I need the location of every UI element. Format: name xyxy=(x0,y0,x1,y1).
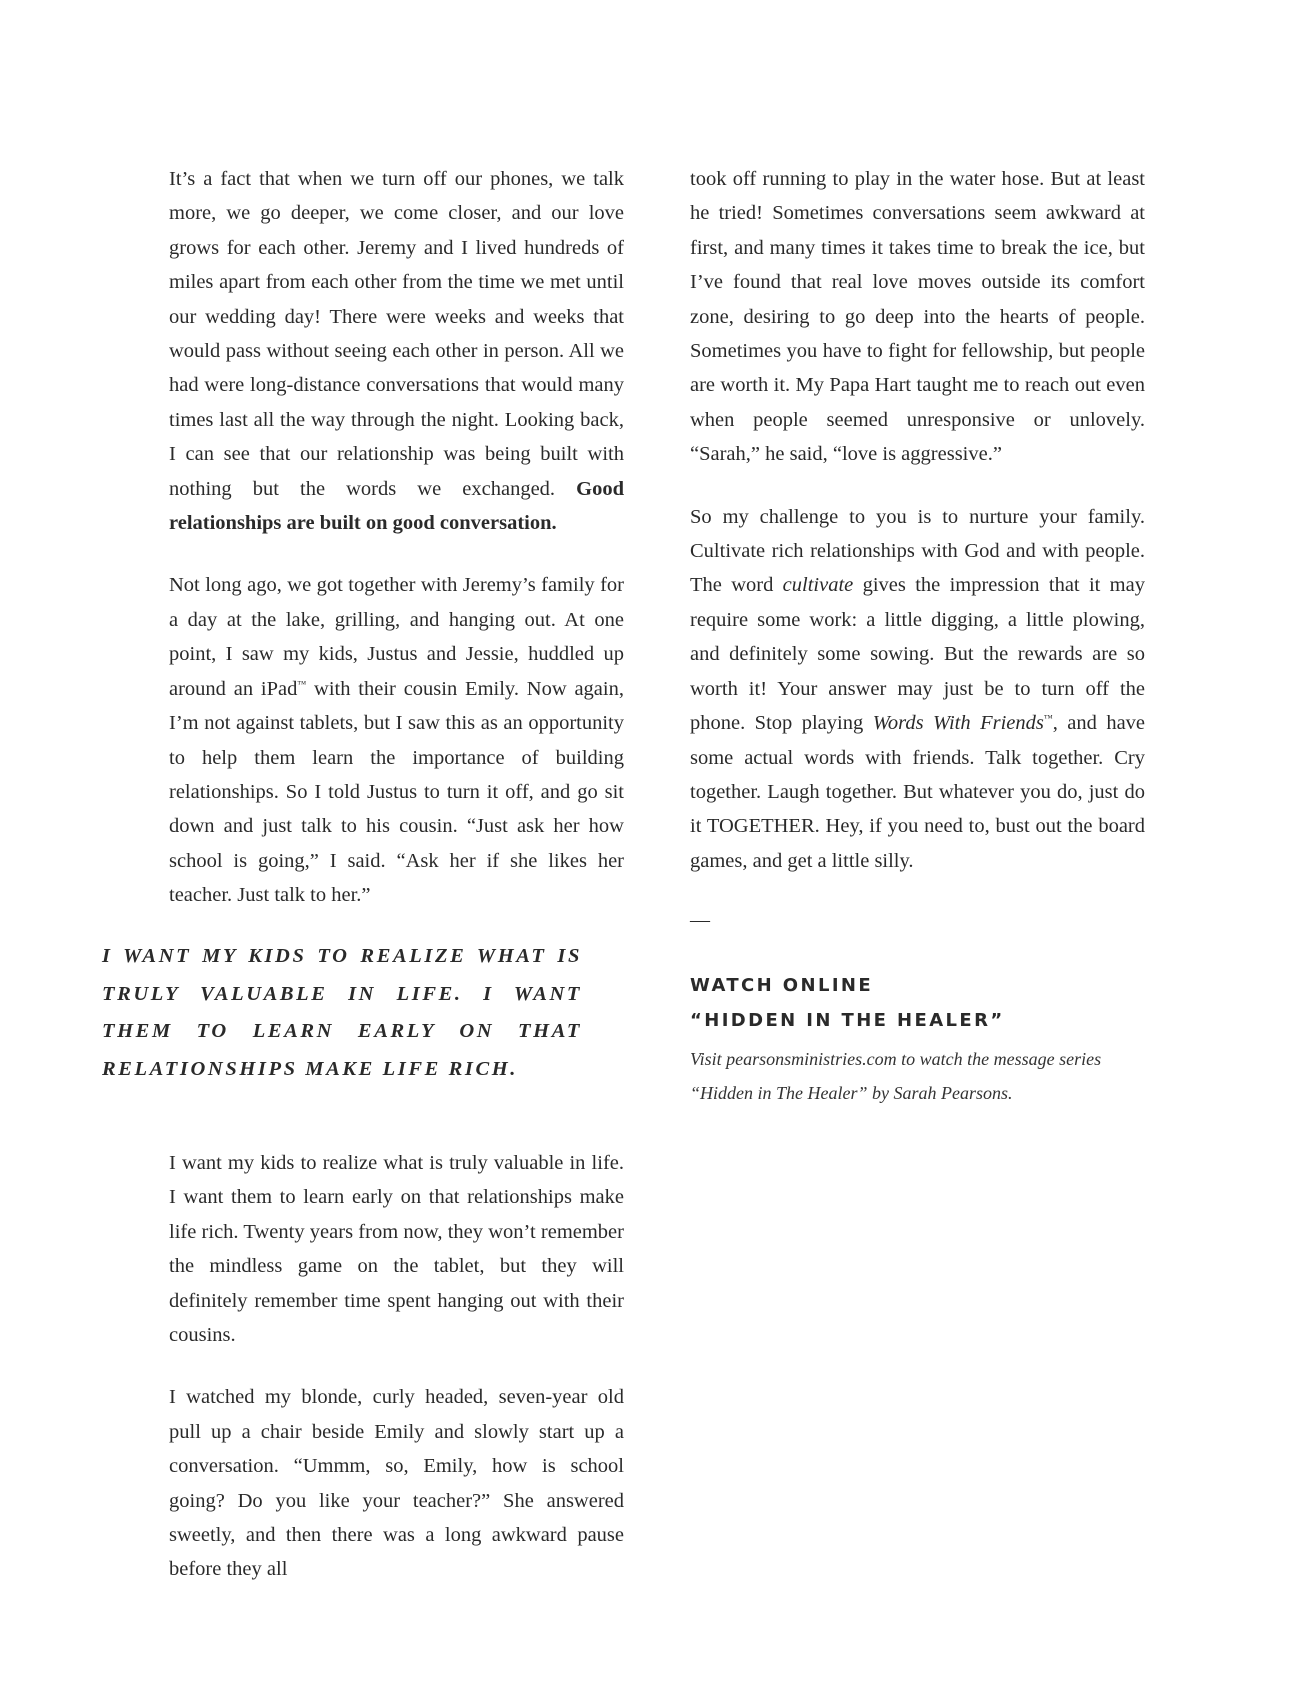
paragraph-curly-headed: I watched my blonde, curly headed, seven-year old pull up a chair beside Emily and slowly start up a conversation. “Ummm, so, Emily, how is school going? Do you like your teacher?” She answered sweetly, and then there was a long awkward pause before they all xyxy=(169,1386,624,1581)
watch-online-section xyxy=(690,968,1160,1110)
italic-emphasis: cultivate xyxy=(782,574,854,597)
paragraph-turn-off-phones xyxy=(169,162,624,540)
paragraph-text: gives the impression that it may require some work: a little digging, a little plowing, and definitely some sowing. But the rewards are so worth it! Your answer may just be to turn off the phone. Stop playing xyxy=(690,574,1145,735)
description-line: Visit pearsonsministries.com to watch the message series xyxy=(690,1049,1102,1069)
left-column xyxy=(169,162,624,941)
watch-online-heading: WATCH ONLINE xyxy=(690,975,874,996)
bold-emphasis: Good relationships are built on good conversation. xyxy=(169,477,624,535)
pull-quote: I WANT MY KIDS TO REALIZE WHAT IS TRULY VALUABLE IN LIFE. I WANT THEM TO LEARN EARLY ON THAT RELATIONSHIPS MAKE LIFE RICH. xyxy=(102,945,582,1080)
section-divider: — xyxy=(690,909,710,931)
watch-online-description xyxy=(690,1042,1160,1110)
paragraph-water-hose: took off running to play in the water hose. But at least he tried! Sometimes conversations seem awkward at first, and many times it takes time to break the ice, but I’ve found that real love moves outside its comfort zone, desiring to go deep into the hearts of people. Sometimes you have to fight for fellowship, but people are worth it. My Papa Hart taught me to reach out even when people seemed unresponsive or unlovely. “Sarah,” he said, “love is aggressive.” xyxy=(690,168,1145,466)
paragraph-challenge xyxy=(690,500,1145,878)
series-title-heading: “HIDDEN IN THE HEALER” xyxy=(690,1010,1005,1031)
left-column-lower xyxy=(169,1146,624,1615)
paragraph-truly-valuable: I want my kids to realize what is truly valuable in life. I want them to learn early on that relationships make life rich. Twenty years from now, they won’t remember the mindless game on the tablet, but they will definitely remember time spent hanging out with their cousins. xyxy=(169,1152,624,1347)
paragraph-text: It’s a fact that when we turn off our phones, we talk more, we go deeper, we come closer, and our love grows for each other. Jeremy and I lived hundreds of miles apart from each other from the time we met until our wedding day! There were weeks and weeks that would pass without seeing each other in person. All we had were long-distance conversations that would many times last all the way through the night. Looking back, I can see that our relationship was being built with nothing but the words we exchanged. xyxy=(169,168,624,500)
paragraph-text: So my challenge to you is to nurture your family. Cultivate rich relationships with God and with people. The word xyxy=(690,505,1145,597)
trademark-symbol: ™ xyxy=(1043,713,1053,724)
right-column xyxy=(690,162,1145,906)
paragraph-text: Not long ago, we got together with Jeremy’s family for a day at the lake, grilling, and hanging out. At one point, I saw my kids, Justus and Jessie, huddled up around an iPad xyxy=(169,574,624,700)
paragraph-text: with their cousin Emily. Now again, I’m not against tablets, but I saw this as an opportunity to help them learn the importance of building relationships. So I told Justus to turn it off, and go sit down and just talk to his cousin. “Just ask her how school is going,” I said. “Ask her if she likes her teacher. Just talk to her.” xyxy=(169,677,624,907)
description-line: “Hidden in The Healer” by Sarah Pearsons. xyxy=(690,1083,1013,1103)
italic-game-title: Words With Friends xyxy=(872,712,1044,735)
paragraph-text: , and have some actual words with friends. Talk together. Cry together. Laugh together. But whatever you do, just do it TOGETHER. Hey, if you need to, bust out the board games, and get a little silly. xyxy=(690,712,1146,872)
paragraph-lake-day xyxy=(169,568,624,912)
trademark-symbol: ™ xyxy=(297,678,307,689)
